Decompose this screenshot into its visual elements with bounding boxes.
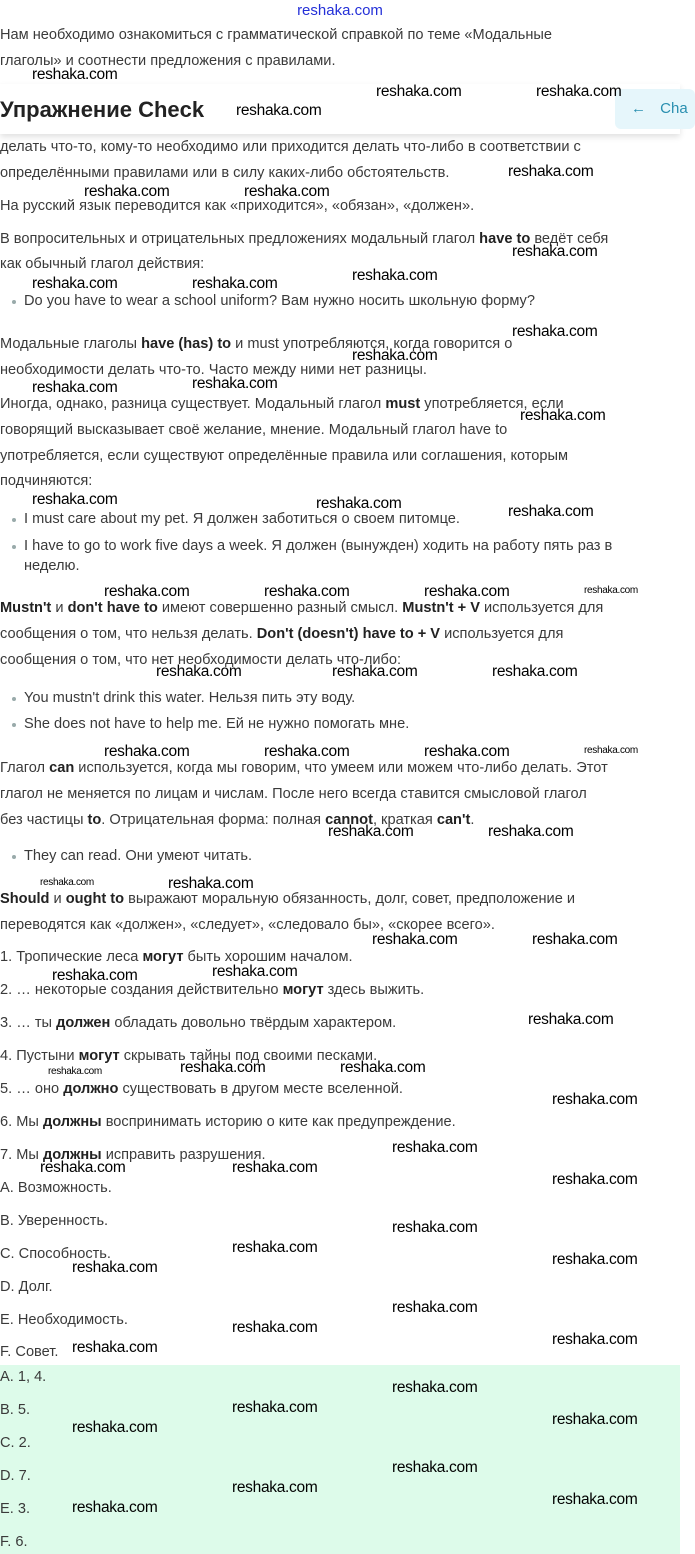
text-line: [0, 26, 552, 44]
text-line: [0, 197, 474, 215]
bold-term: должен: [56, 1015, 111, 1031]
text-line: [0, 1343, 58, 1361]
watermark: reshaka.com: [332, 663, 418, 680]
watermark: reshaka.com: [376, 83, 462, 100]
text-segment: E. Необходимость.: [0, 1312, 128, 1328]
text-segment: сообщения о том, что нет необходимости делать что-либо:: [0, 652, 402, 668]
text-segment: без частицы: [0, 812, 88, 828]
answers-panel: [0, 1365, 680, 1554]
text-segment: необходимости делать что-то. Часто между ними нет разницы.: [0, 362, 427, 378]
watermark: reshaka.com: [192, 275, 278, 292]
watermark: reshaka.com: [232, 1159, 318, 1176]
text-segment: Do you have to wear a school uniform? Вам нужно носить школьную форму?: [24, 293, 535, 309]
text-segment: C. 2.: [0, 1435, 31, 1451]
text-segment: и: [49, 891, 66, 907]
text-segment: исправить разрушения.: [101, 1147, 266, 1163]
bold-term: have to: [479, 231, 531, 247]
list-item: [10, 689, 355, 707]
text-segment: You mustn't drink this water. Нельзя пить эту воду.: [24, 690, 356, 706]
bold-term: могут: [142, 949, 184, 965]
text-segment: обладать довольно твёрдым характером.: [110, 1015, 397, 1031]
text-segment: неделю.: [24, 558, 80, 574]
text-line: [24, 557, 80, 575]
answer-line: [0, 1434, 31, 1452]
list-item: [10, 847, 252, 865]
watermark: reshaka.com: [316, 495, 402, 512]
text-line: [0, 1311, 128, 1329]
watermark: reshaka.com: [232, 1479, 318, 1496]
text-line: [0, 890, 575, 908]
watermark: reshaka.com: [488, 823, 574, 840]
text-line: [0, 1014, 396, 1032]
text-segment: 2. … некоторые создания действительно: [0, 982, 283, 998]
watermark: reshaka.com: [32, 66, 118, 83]
text-segment: ведёт себя: [530, 231, 609, 247]
watermark: reshaka.com: [264, 743, 350, 760]
watermark: reshaka.com: [52, 967, 138, 984]
bold-term: cannot: [325, 812, 373, 828]
site-watermark: reshaka.com: [297, 2, 383, 19]
bold-term: Mustn't: [0, 600, 52, 616]
watermark: reshaka.com: [552, 1171, 638, 1188]
text-segment: C. Способность.: [0, 1246, 111, 1262]
watermark: reshaka.com: [32, 275, 118, 292]
text-segment: , краткая: [372, 812, 437, 828]
text-line: [0, 138, 581, 156]
text-segment: B. Уверенность.: [0, 1213, 109, 1229]
text-segment: . Отрицательная форма: полная: [101, 812, 326, 828]
answer-line: [0, 1500, 30, 1518]
text-line: [0, 255, 204, 273]
text-segment: I must care about my pet. Я должен заботиться о своем питомце.: [24, 511, 460, 527]
watermark: reshaka.com: [552, 1411, 638, 1428]
text-segment: B. 5.: [0, 1402, 31, 1418]
text-line: [0, 447, 568, 465]
arrow-left-icon: ←: [631, 100, 646, 117]
text-line: [0, 948, 353, 966]
watermark: reshaka.com: [584, 585, 638, 596]
bold-term: Mustn't + V: [402, 600, 480, 616]
list-item: [10, 537, 612, 555]
watermark: reshaka.com: [392, 1139, 478, 1156]
watermark: reshaka.com: [512, 243, 598, 260]
text-segment: 6. Мы: [0, 1114, 43, 1130]
text-segment: Модальные глаголы: [0, 336, 142, 352]
text-segment: D. Долг.: [0, 1279, 53, 1295]
text-segment: Иногда, однако, разница существует. Модальный глагол: [0, 396, 386, 412]
text-segment: здесь выжить.: [323, 982, 425, 998]
text-segment: употребляется, если: [420, 396, 564, 412]
watermark: reshaka.com: [192, 375, 278, 392]
text-segment: используется для: [440, 626, 564, 642]
watermark: reshaka.com: [352, 267, 438, 284]
text-segment: Глагол: [0, 760, 50, 776]
watermark: reshaka.com: [424, 743, 510, 760]
text-segment: Нам необходимо ознакомиться с грамматической справкой по теме «Модальные: [0, 27, 553, 43]
text-line: [0, 421, 507, 439]
watermark: reshaka.com: [168, 875, 254, 892]
watermark: reshaka.com: [492, 663, 578, 680]
watermark: reshaka.com: [508, 503, 594, 520]
text-segment: имеют совершенно разный смысл.: [157, 600, 403, 616]
text-segment: сообщения о том, что нельзя делать.: [0, 626, 257, 642]
text-segment: и must употребляются, когда говорится о: [231, 336, 513, 352]
text-segment: воспринимать историю о ките как предупреждение.: [101, 1114, 456, 1130]
watermark: reshaka.com: [32, 491, 118, 508]
text-segment: делать что-то, кому-то необходимо или приходится делать что-либо в соответствии с: [0, 139, 581, 155]
watermark: reshaka.com: [328, 823, 414, 840]
watermark: reshaka.com: [552, 1251, 638, 1268]
watermark: reshaka.com: [232, 1399, 318, 1416]
watermark: reshaka.com: [520, 407, 606, 424]
bold-term: Should: [0, 891, 50, 907]
answer-line: [0, 1401, 30, 1419]
text-segment: A. 1, 4.: [0, 1369, 47, 1385]
text-segment: определёнными правилами или в силу каких-либо обстоятельств.: [0, 165, 450, 181]
text-segment: употребляется, если существуют определённые правила или соглашения, которым: [0, 448, 569, 464]
text-line: [0, 472, 92, 490]
bold-term: don't have to: [67, 600, 158, 616]
text-line: [0, 395, 564, 413]
text-line: [0, 164, 449, 182]
answer-line: [0, 1533, 28, 1551]
text-segment: .: [470, 812, 475, 828]
answer-line: [0, 1368, 46, 1386]
text-line: [0, 1080, 403, 1098]
text-line: [0, 599, 603, 617]
watermark: reshaka.com: [584, 745, 638, 756]
text-segment: 5. … оно: [0, 1081, 64, 1097]
text-line: [0, 1278, 53, 1296]
change-button-label: Cha: [660, 100, 688, 117]
bold-term: can't: [436, 812, 471, 828]
bold-term: могут: [282, 982, 324, 998]
bold-term: должны: [42, 1147, 102, 1163]
watermark: reshaka.com: [424, 583, 510, 600]
watermark: reshaka.com: [212, 963, 298, 980]
text-segment: They can read. Они умеют читать.: [24, 848, 253, 864]
watermark: reshaka.com: [552, 1491, 638, 1508]
watermark: reshaka.com: [244, 183, 330, 200]
text-segment: используется, когда мы говорим, что умеем или можем что-либо делать. Этот: [74, 760, 608, 776]
text-segment: 3. … ты: [0, 1015, 57, 1031]
watermark: reshaka.com: [392, 1459, 478, 1476]
text-segment: быть хорошим началом.: [183, 949, 353, 965]
text-segment: переводятся как «должен», «следует», «следовало бы», «скорее всего».: [0, 917, 495, 933]
watermark: reshaka.com: [352, 347, 438, 364]
bold-term: ought to: [65, 891, 125, 907]
watermark: reshaka.com: [508, 163, 594, 180]
text-segment: D. 7.: [0, 1468, 31, 1484]
text-segment: E. 3.: [0, 1501, 31, 1517]
watermark: reshaka.com: [528, 1011, 614, 1028]
answer-line: [0, 1467, 31, 1485]
text-line: [0, 785, 587, 803]
bold-term: to: [87, 812, 102, 828]
watermark: reshaka.com: [104, 583, 190, 600]
text-segment: выражают моральную обязанность, долг, совет, предположение и: [124, 891, 576, 907]
watermark: reshaka.com: [392, 1299, 478, 1316]
bold-term: должно: [63, 1081, 119, 1097]
text-segment: подчиняются:: [0, 473, 93, 489]
text-segment: используется для: [479, 600, 604, 616]
watermark: reshaka.com: [156, 663, 242, 680]
watermark: reshaka.com: [552, 1091, 638, 1108]
watermark: reshaka.com: [536, 83, 622, 100]
text-segment: и: [51, 600, 68, 616]
list-item: [10, 715, 409, 733]
watermark: reshaka.com: [552, 1331, 638, 1348]
watermark: reshaka.com: [104, 743, 190, 760]
text-segment: A. Возможность.: [0, 1180, 112, 1196]
text-segment: F. 6.: [0, 1534, 28, 1550]
watermark: reshaka.com: [40, 1159, 126, 1176]
list-item: [10, 292, 535, 310]
watermark: reshaka.com: [72, 1499, 158, 1516]
text-segment: 1. Тропические леса: [0, 949, 143, 965]
text-segment: F. Совет.: [0, 1344, 59, 1360]
text-segment: В вопросительных и отрицательных предложениях модальный глагол: [0, 231, 480, 247]
bold-term: должны: [42, 1114, 102, 1130]
text-segment: говорящий высказывает своё желание, мнение. Модальный глагол have to: [0, 422, 508, 438]
watermark: reshaka.com: [48, 1066, 102, 1077]
text-segment: скрывать тайны под своими песками.: [119, 1048, 378, 1064]
bold-term: can: [49, 760, 75, 776]
watermark: reshaka.com: [392, 1379, 478, 1396]
bold-term: must: [385, 396, 421, 412]
text-segment: She does not have to help me. Ей не нужно помогать мне.: [24, 716, 410, 732]
text-segment: 7. Мы: [0, 1147, 43, 1163]
watermark: reshaka.com: [40, 877, 94, 888]
text-segment: существовать в другом месте вселенной.: [118, 1081, 403, 1097]
text-segment: как обычный глагол действия:: [0, 256, 205, 272]
watermark: reshaka.com: [512, 323, 598, 340]
text-segment: 4. Пустыни: [0, 1048, 79, 1064]
watermark: reshaka.com: [72, 1339, 158, 1356]
bold-term: have (has) to: [141, 336, 232, 352]
bold-term: могут: [78, 1048, 120, 1064]
text-line: [0, 1179, 112, 1197]
exercise-title: Упражнение Check: [0, 97, 205, 122]
watermark: reshaka.com: [72, 1259, 158, 1276]
watermark: reshaka.com: [84, 183, 170, 200]
bold-term: Don't (doesn't) have to + V: [256, 626, 441, 642]
change-exercise-button[interactable]: [615, 89, 695, 129]
watermark: reshaka.com: [72, 1419, 158, 1436]
watermark: reshaka.com: [532, 931, 618, 948]
text-line: [0, 1212, 108, 1230]
watermark: reshaka.com: [232, 1319, 318, 1336]
watermark: reshaka.com: [236, 102, 322, 119]
watermark: reshaka.com: [232, 1239, 318, 1256]
text-segment: глаголы» и соотнести предложения с правилами.: [0, 53, 336, 69]
watermark: reshaka.com: [392, 1219, 478, 1236]
text-segment: I have to go to work five days a week. Я должен (вынужден) ходить на работу пять раз в: [24, 538, 613, 554]
text-segment: На русский язык переводится как «приходится», «обязан», «должен».: [0, 198, 475, 214]
text-line: [0, 1113, 456, 1131]
text-segment: глагол не меняется по лицам и числам. После него всегда ставится смысловой глагол: [0, 786, 587, 802]
text-line: [0, 625, 563, 643]
watermark: reshaka.com: [264, 583, 350, 600]
watermark: reshaka.com: [180, 1059, 266, 1076]
watermark: reshaka.com: [372, 931, 458, 948]
watermark: reshaka.com: [340, 1059, 426, 1076]
watermark: reshaka.com: [32, 379, 118, 396]
text-line: [0, 759, 608, 777]
